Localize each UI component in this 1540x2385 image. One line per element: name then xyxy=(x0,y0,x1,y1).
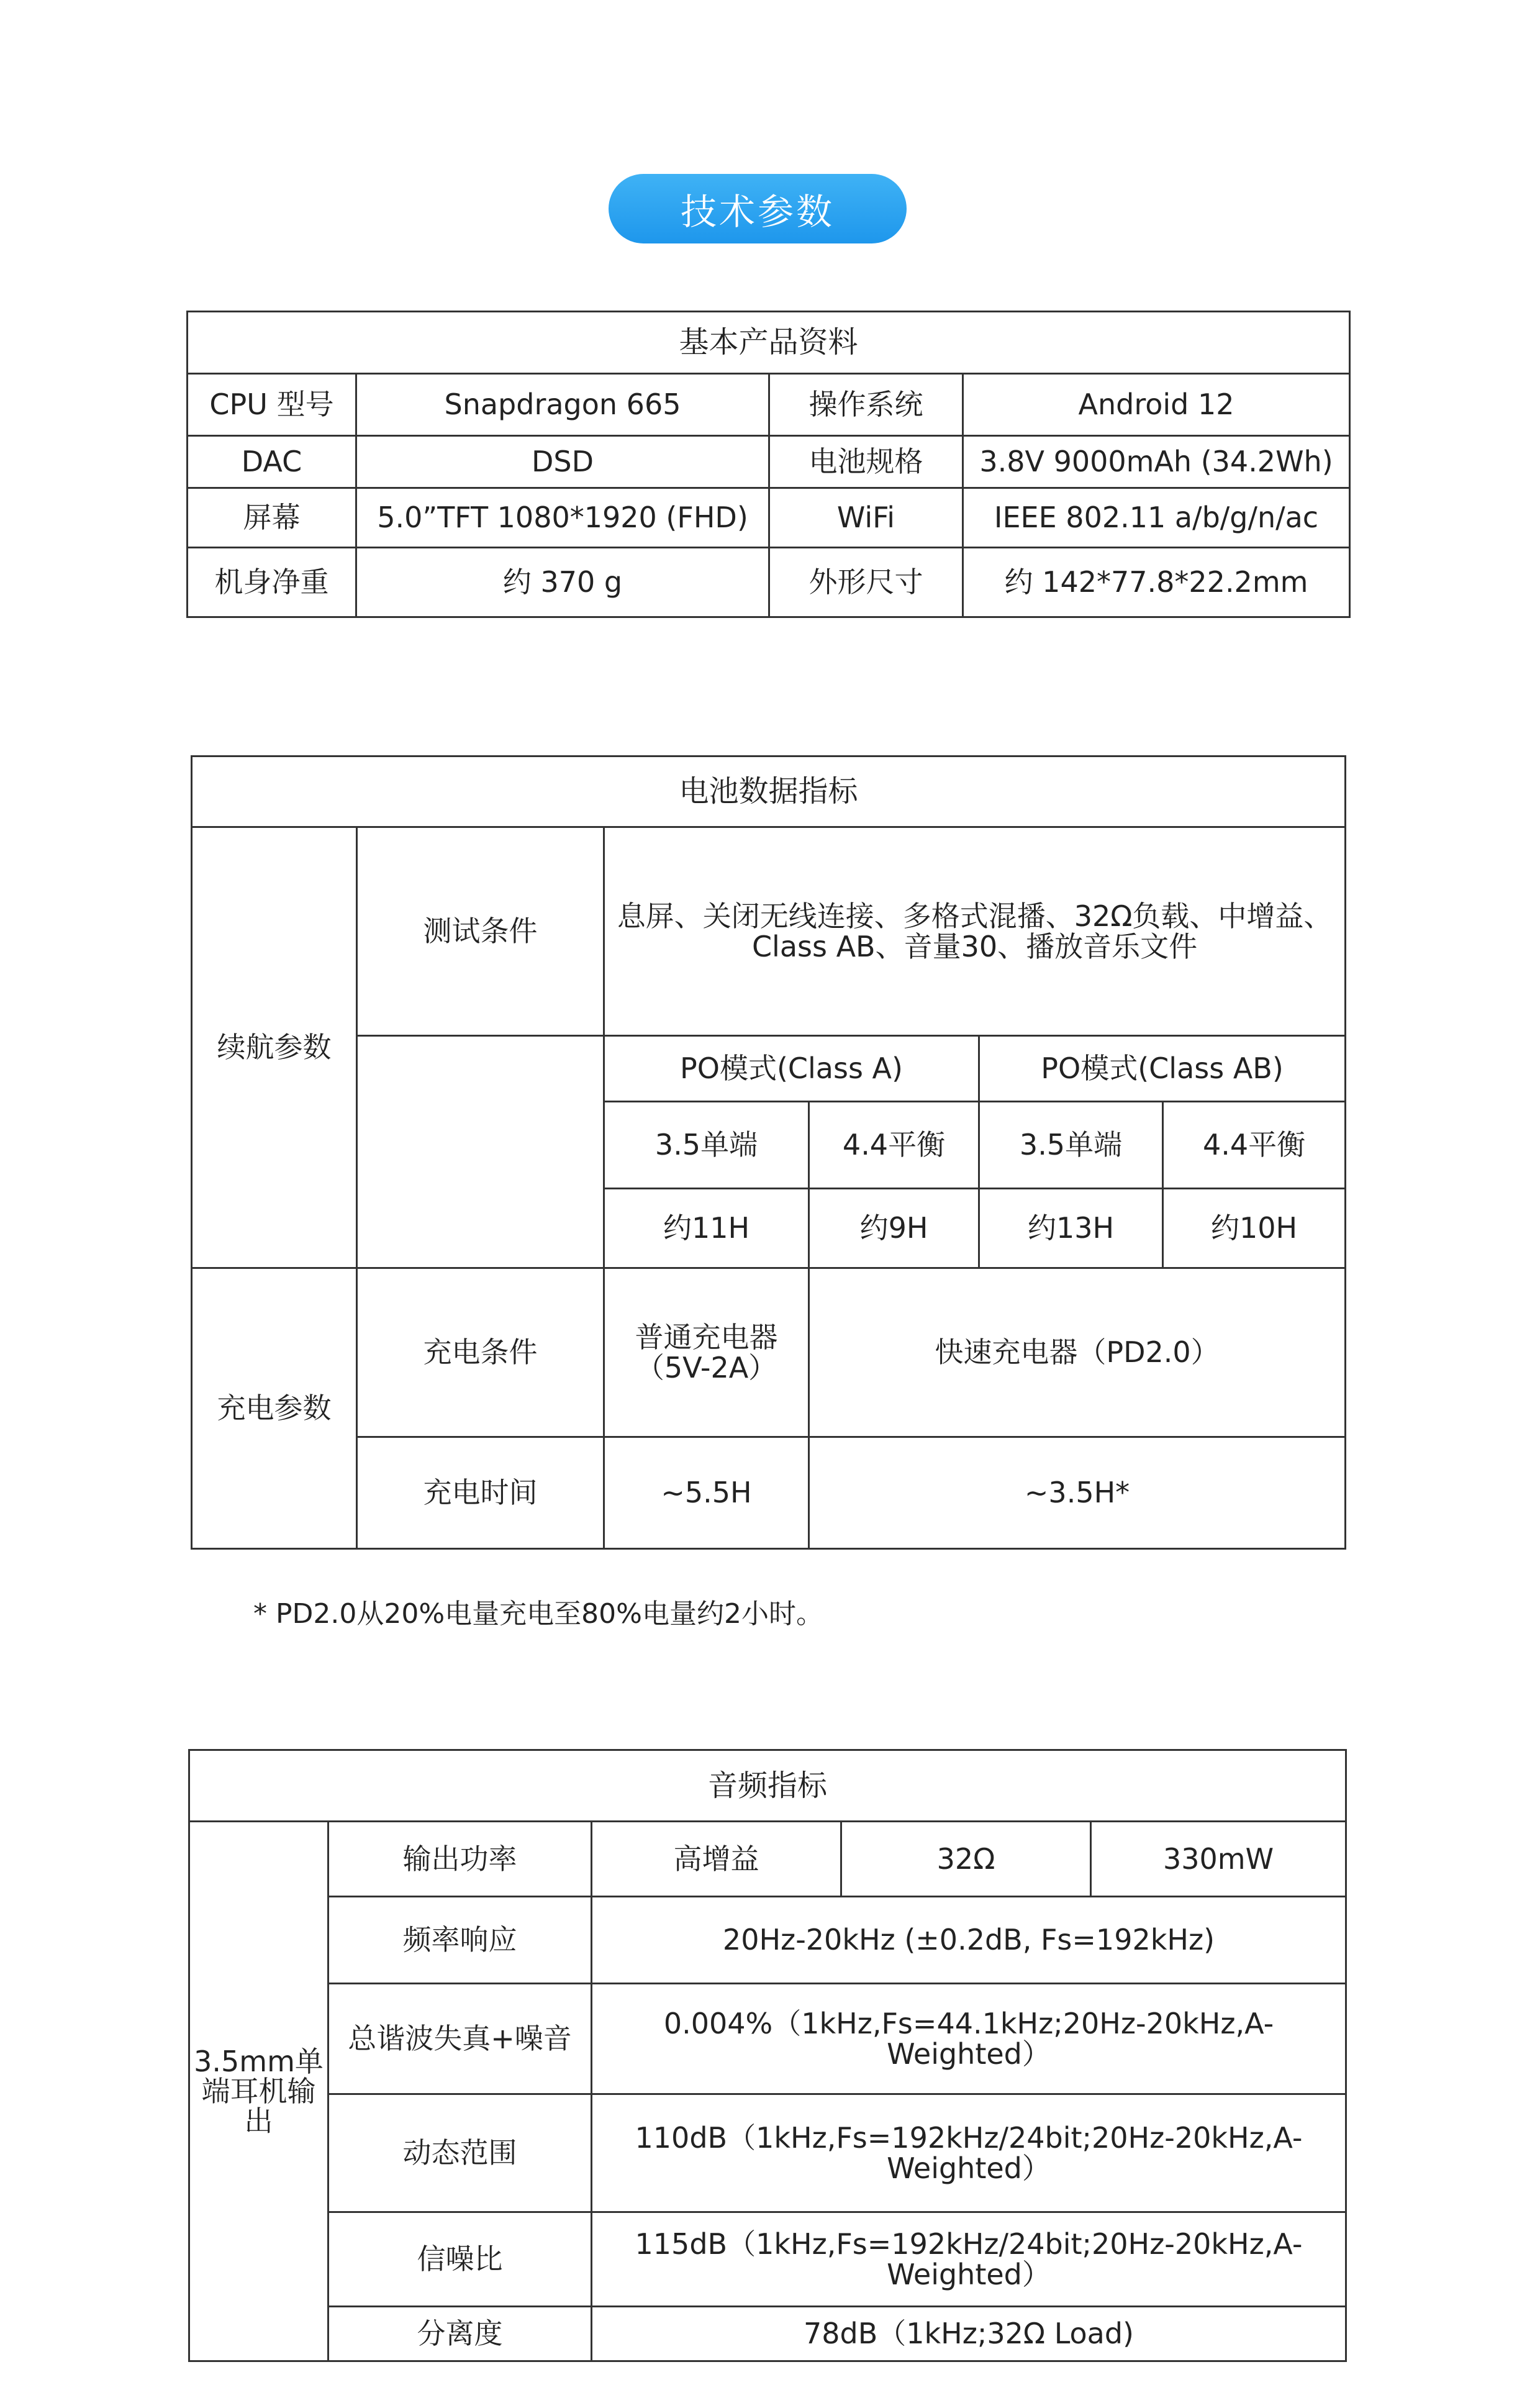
dac-label: DAC xyxy=(188,436,356,488)
output-ab-se: 3.5单端 xyxy=(979,1102,1163,1189)
battery-title: 电池数据指标 xyxy=(192,756,1346,827)
mode-class-ab: PO模式(Class AB) xyxy=(979,1036,1346,1102)
audio-section-label: 3.5mm单端耳机输出 xyxy=(189,1822,328,2361)
hours-ab-bal: 约10H xyxy=(1163,1189,1346,1268)
thd-value: 0.004%（1kHz,Fs=44.1kHz;20Hz-20kHz,A-Weighted） xyxy=(592,1984,1346,2094)
dynamic-range-value: 110dB（1kHz,Fs=192kHz/24bit;20Hz-20kHz,A-Weighted） xyxy=(592,2094,1346,2212)
dimensions-label: 外形尺寸 xyxy=(769,548,963,617)
output-power-value: 330mW xyxy=(1091,1822,1346,1897)
os-label: 操作系统 xyxy=(769,374,963,436)
dac-value: DSD xyxy=(356,436,769,488)
test-condition-label: 测试条件 xyxy=(357,827,604,1036)
battery-spec-label: 电池规格 xyxy=(769,436,963,488)
fast-charge-time: ~3.5H* xyxy=(809,1437,1346,1549)
hours-ab-se: 约13H xyxy=(979,1189,1163,1268)
hours-a-bal: 约9H xyxy=(809,1189,979,1268)
endurance-empty-cell xyxy=(357,1036,604,1268)
output-a-bal: 4.4平衡 xyxy=(809,1102,979,1189)
output-a-se: 3.5单端 xyxy=(604,1102,809,1189)
audio-table xyxy=(188,1749,1347,2362)
battery-table xyxy=(191,755,1346,1550)
separation-label: 分离度 xyxy=(328,2307,592,2361)
charge-footnote: * PD2.0从20%电量充电至80%电量约2小时。 xyxy=(253,1598,823,1630)
screen-value: 5.0”TFT 1080*1920 (FHD) xyxy=(356,488,769,548)
charge-time-label: 充电时间 xyxy=(357,1437,604,1549)
dimensions-value: 约 142*77.8*22.2mm xyxy=(963,548,1350,617)
page-title: 技术参数 xyxy=(609,174,907,243)
wifi-value: IEEE 802.11 a/b/g/n/ac xyxy=(963,488,1350,548)
cpu-label: CPU 型号 xyxy=(188,374,356,436)
basic-info-table xyxy=(186,311,1351,618)
output-ab-bal: 4.4平衡 xyxy=(1163,1102,1346,1189)
snr-value: 115dB（1kHz,Fs=192kHz/24bit;20Hz-20kHz,A-Weighted） xyxy=(592,2212,1346,2307)
battery-spec-value: 3.8V 9000mAh (34.2Wh) xyxy=(963,436,1350,488)
freq-response-label: 频率响应 xyxy=(328,1897,592,1984)
cpu-value: Snapdragon 665 xyxy=(356,374,769,436)
wifi-label: WiFi xyxy=(769,488,963,548)
mode-class-a: PO模式(Class A) xyxy=(604,1036,979,1102)
weight-value: 约 370 g xyxy=(356,548,769,617)
dynamic-range-label: 动态范围 xyxy=(328,2094,592,2212)
separation-value: 78dB（1kHz;32Ω Load) xyxy=(592,2307,1346,2361)
snr-label: 信噪比 xyxy=(328,2212,592,2307)
freq-response-value: 20Hz-20kHz (±0.2dB, Fs=192kHz) xyxy=(592,1897,1346,1984)
output-power-label: 输出功率 xyxy=(328,1822,592,1897)
output-power-load: 32Ω xyxy=(841,1822,1091,1897)
output-power-gain: 高增益 xyxy=(592,1822,841,1897)
audio-title: 音频指标 xyxy=(189,1750,1346,1822)
charge-condition-label: 充电条件 xyxy=(357,1268,604,1437)
test-condition-text: 息屏、关闭无线连接、多格式混播、32Ω负载、中增益、Class AB、音量30、播放音乐文件 xyxy=(604,827,1346,1036)
hours-a-se: 约11H xyxy=(604,1189,809,1268)
os-value: Android 12 xyxy=(963,374,1350,436)
endurance-label: 续航参数 xyxy=(192,827,357,1268)
basic-info-title: 基本产品资料 xyxy=(188,312,1350,374)
charge-label: 充电参数 xyxy=(192,1268,357,1549)
normal-charger: 普通充电器（5V-2A） xyxy=(604,1268,809,1437)
normal-charge-time: ~5.5H xyxy=(604,1437,809,1549)
screen-label: 屏幕 xyxy=(188,488,356,548)
thd-label: 总谐波失真+噪音 xyxy=(328,1984,592,2094)
fast-charger: 快速充电器（PD2.0） xyxy=(809,1268,1346,1437)
weight-label: 机身净重 xyxy=(188,548,356,617)
